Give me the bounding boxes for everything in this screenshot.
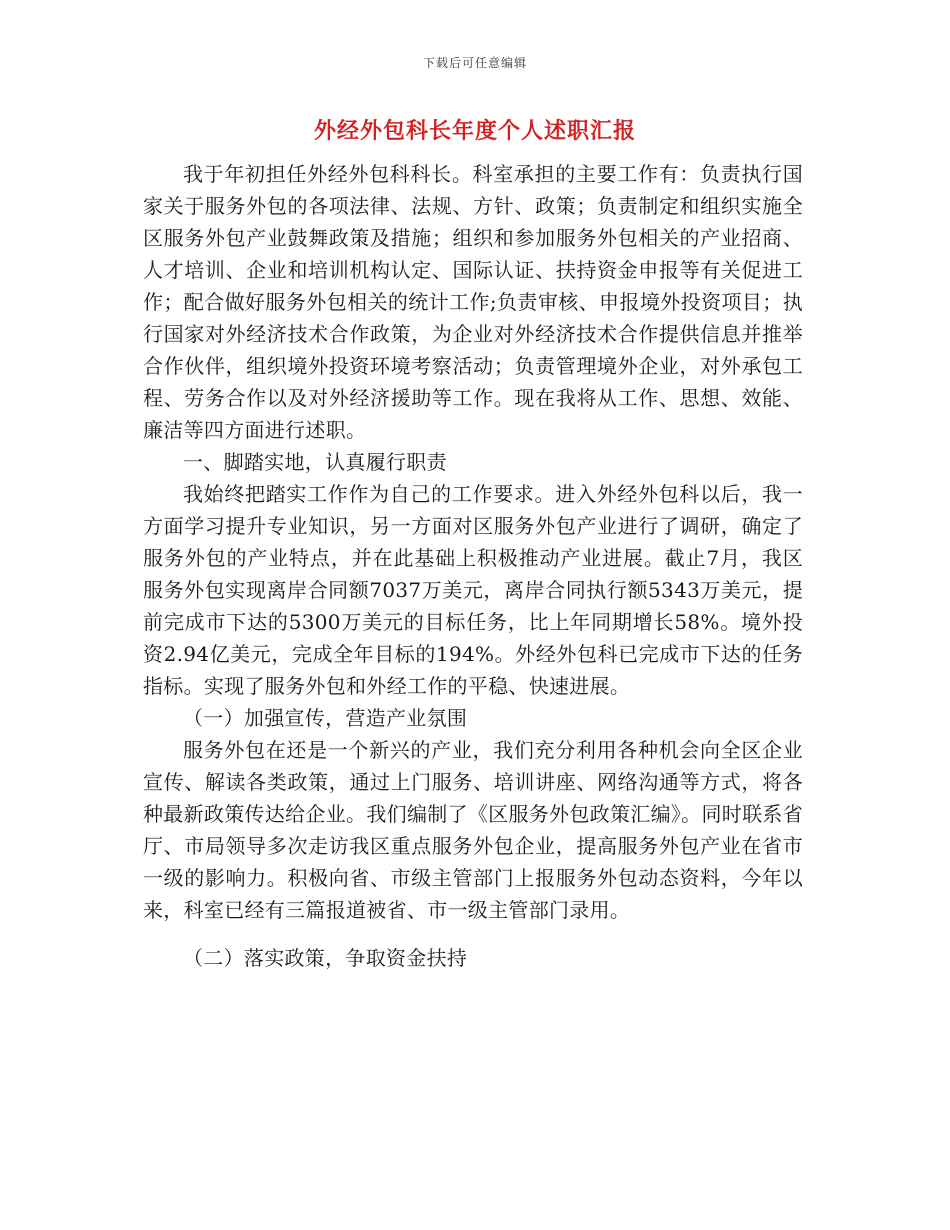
paragraph-achievements: 我始终把踏实工作作为自己的工作要求。进入外经外包科以后，我一方面学习提升专业知识，另一方面对区服务外包产业进行了调研，确定了服务外包的产业特点，并在此基础上积极推动产业进展。截止7月，我区服务外包实现离岸合同额7037万美元，离岸合同执行额5343万美元，提前完成市下达的5300万美元的目标任务，比上年同期增长58%。境外投资2.94亿美元，完成全年目标的194%。外经外包科已完成市下达的任务指标。实现了服务外包和外经工作的平稳、快速进展。 xyxy=(143,482,803,698)
document-title: 外经外包科长年度个人述职汇报 xyxy=(313,118,636,144)
subsection-heading-2: （二）落实政策，争取资金扶持 xyxy=(183,946,468,970)
paragraph-publicity: 服务外包在还是一个新兴的产业，我们充分利用各种机会向全区企业宣传、解读各类政策，通过上门服务、培训讲座、网络沟通等方式，将各种最新政策传达给企业。我们编制了《区服务外包政策汇编》。同时联系省厅、市局领导多次走访我区重点服务外包企业，提高服务外包产业在省市一级的影响力。积极向省、市级主管部门上报服务外包动态资料，今年以来，科室已经有三篇报道被省、市一级主管部门录用。 xyxy=(143,738,803,922)
document-body xyxy=(143,158,803,974)
section-heading-1: 一、脚踏实地，认真履行职责 xyxy=(183,450,447,474)
header-note: 下载后可任意编辑 xyxy=(422,56,527,70)
subsection-heading-1: （一）加强宣传，营造产业氛围 xyxy=(183,706,468,730)
paragraph-duties: 我于年初担任外经外包科科长。科室承担的主要工作有：负责执行国家关于服务外包的各项法律、法规、方针、政策；负责制定和组织实施全区服务外包产业鼓舞政策及措施；组织和参加服务外包相关的产业招商、人才培训、企业和培训机构认定、国际认证、扶持资金申报等有关促进工作；配合做好服务外包相关的统计工作;负责审核、申报境外投资项目；执行国家对外经济技术合作政策，为企业对外经济技术合作提供信息并推举合作伙伴，组织境外投资环境考察活动；负责管理境外企业，对外承包工程、劳务合作以及对外经济援助等工作。现在我将从工作、思想、效能、廉洁等四方面进行述职。 xyxy=(143,162,803,442)
